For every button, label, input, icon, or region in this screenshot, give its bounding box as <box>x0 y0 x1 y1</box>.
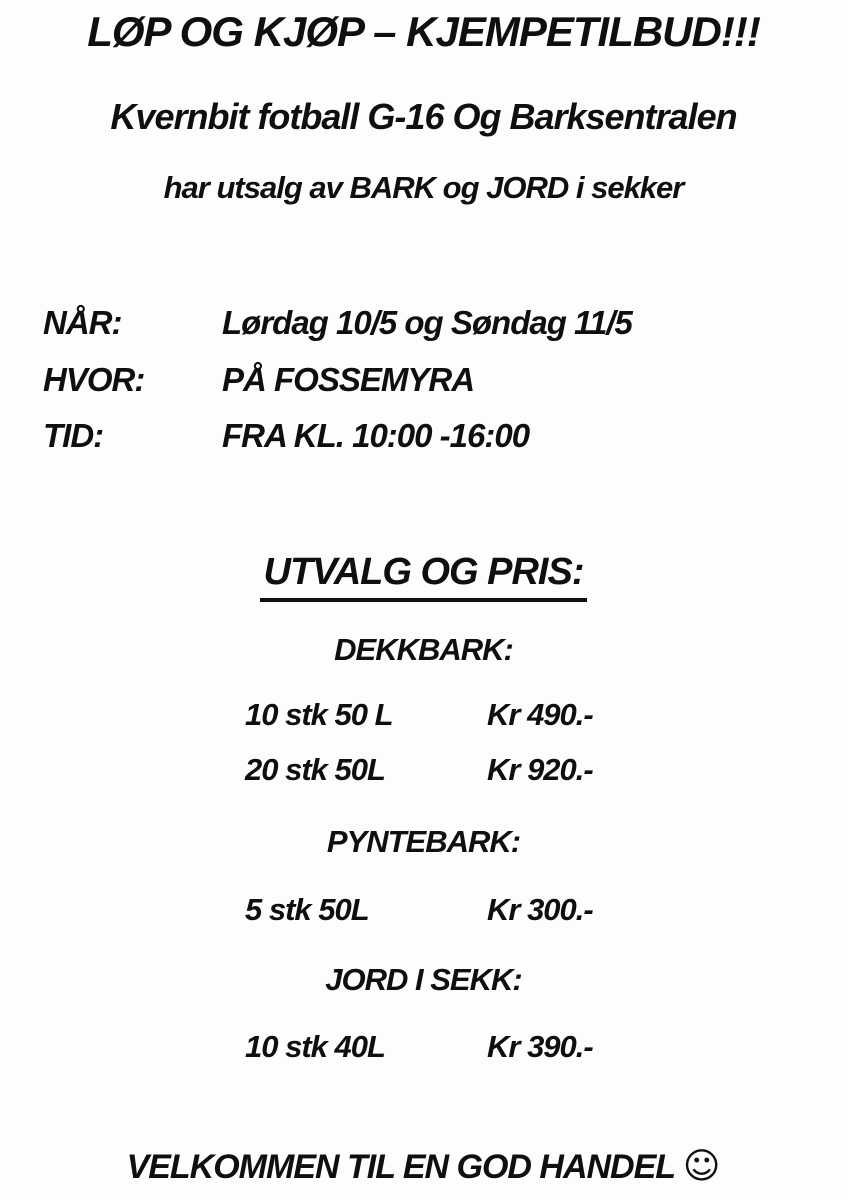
footer-message-line <box>0 1146 847 1187</box>
price-row <box>0 1029 847 1065</box>
item-quantity: 10 stk 50 L <box>245 697 393 732</box>
item-quantity: 20 stk 50L <box>245 752 385 787</box>
detail-row-where <box>0 361 847 399</box>
item-price: Kr 300.- <box>487 892 593 927</box>
item-price: Kr 490.- <box>487 697 593 732</box>
item-quantity: 5 stk 50L <box>245 892 369 927</box>
detail-label-when: NÅR: <box>43 304 122 341</box>
detail-value-time: FRA KL. 10:00 -16:00 <box>222 417 530 454</box>
category-heading-dekkbark: DEKKBARK: <box>334 632 513 667</box>
detail-row-time <box>0 417 847 455</box>
category-heading-jord-i-sekk: JORD I SEKK: <box>325 962 522 997</box>
smiley-icon: ☺ <box>682 1146 721 1187</box>
pricing-heading <box>0 551 847 602</box>
detail-label-time: TID: <box>43 417 104 454</box>
item-price: Kr 920.- <box>487 752 593 787</box>
event-subtitle: Kvernbit fotball G-16 Og Barksentralen <box>110 96 737 137</box>
item-price: Kr 390.- <box>487 1029 593 1064</box>
pricing-heading-text: UTVALG OG PRIS: <box>260 551 588 602</box>
page-title: LØP OG KJØP – KJEMPETILBUD!!! <box>87 8 760 55</box>
price-row <box>0 752 847 788</box>
item-quantity: 10 stk 40L <box>245 1029 385 1064</box>
detail-label-where: HVOR: <box>43 361 145 398</box>
footer-message: VELKOMMEN TIL EN GOD HANDEL <box>126 1148 675 1186</box>
detail-value-when: Lørdag 10/5 og Søndag 11/5 <box>222 304 632 341</box>
category-heading-pyntebark: PYNTEBARK: <box>326 824 521 859</box>
price-row <box>0 892 847 928</box>
detail-value-where: PÅ FOSSEMYRA <box>222 361 475 398</box>
detail-row-when <box>0 304 847 342</box>
event-tagline: har utsalg av BARK og JORD i sekker <box>163 170 684 205</box>
price-row <box>0 697 847 733</box>
